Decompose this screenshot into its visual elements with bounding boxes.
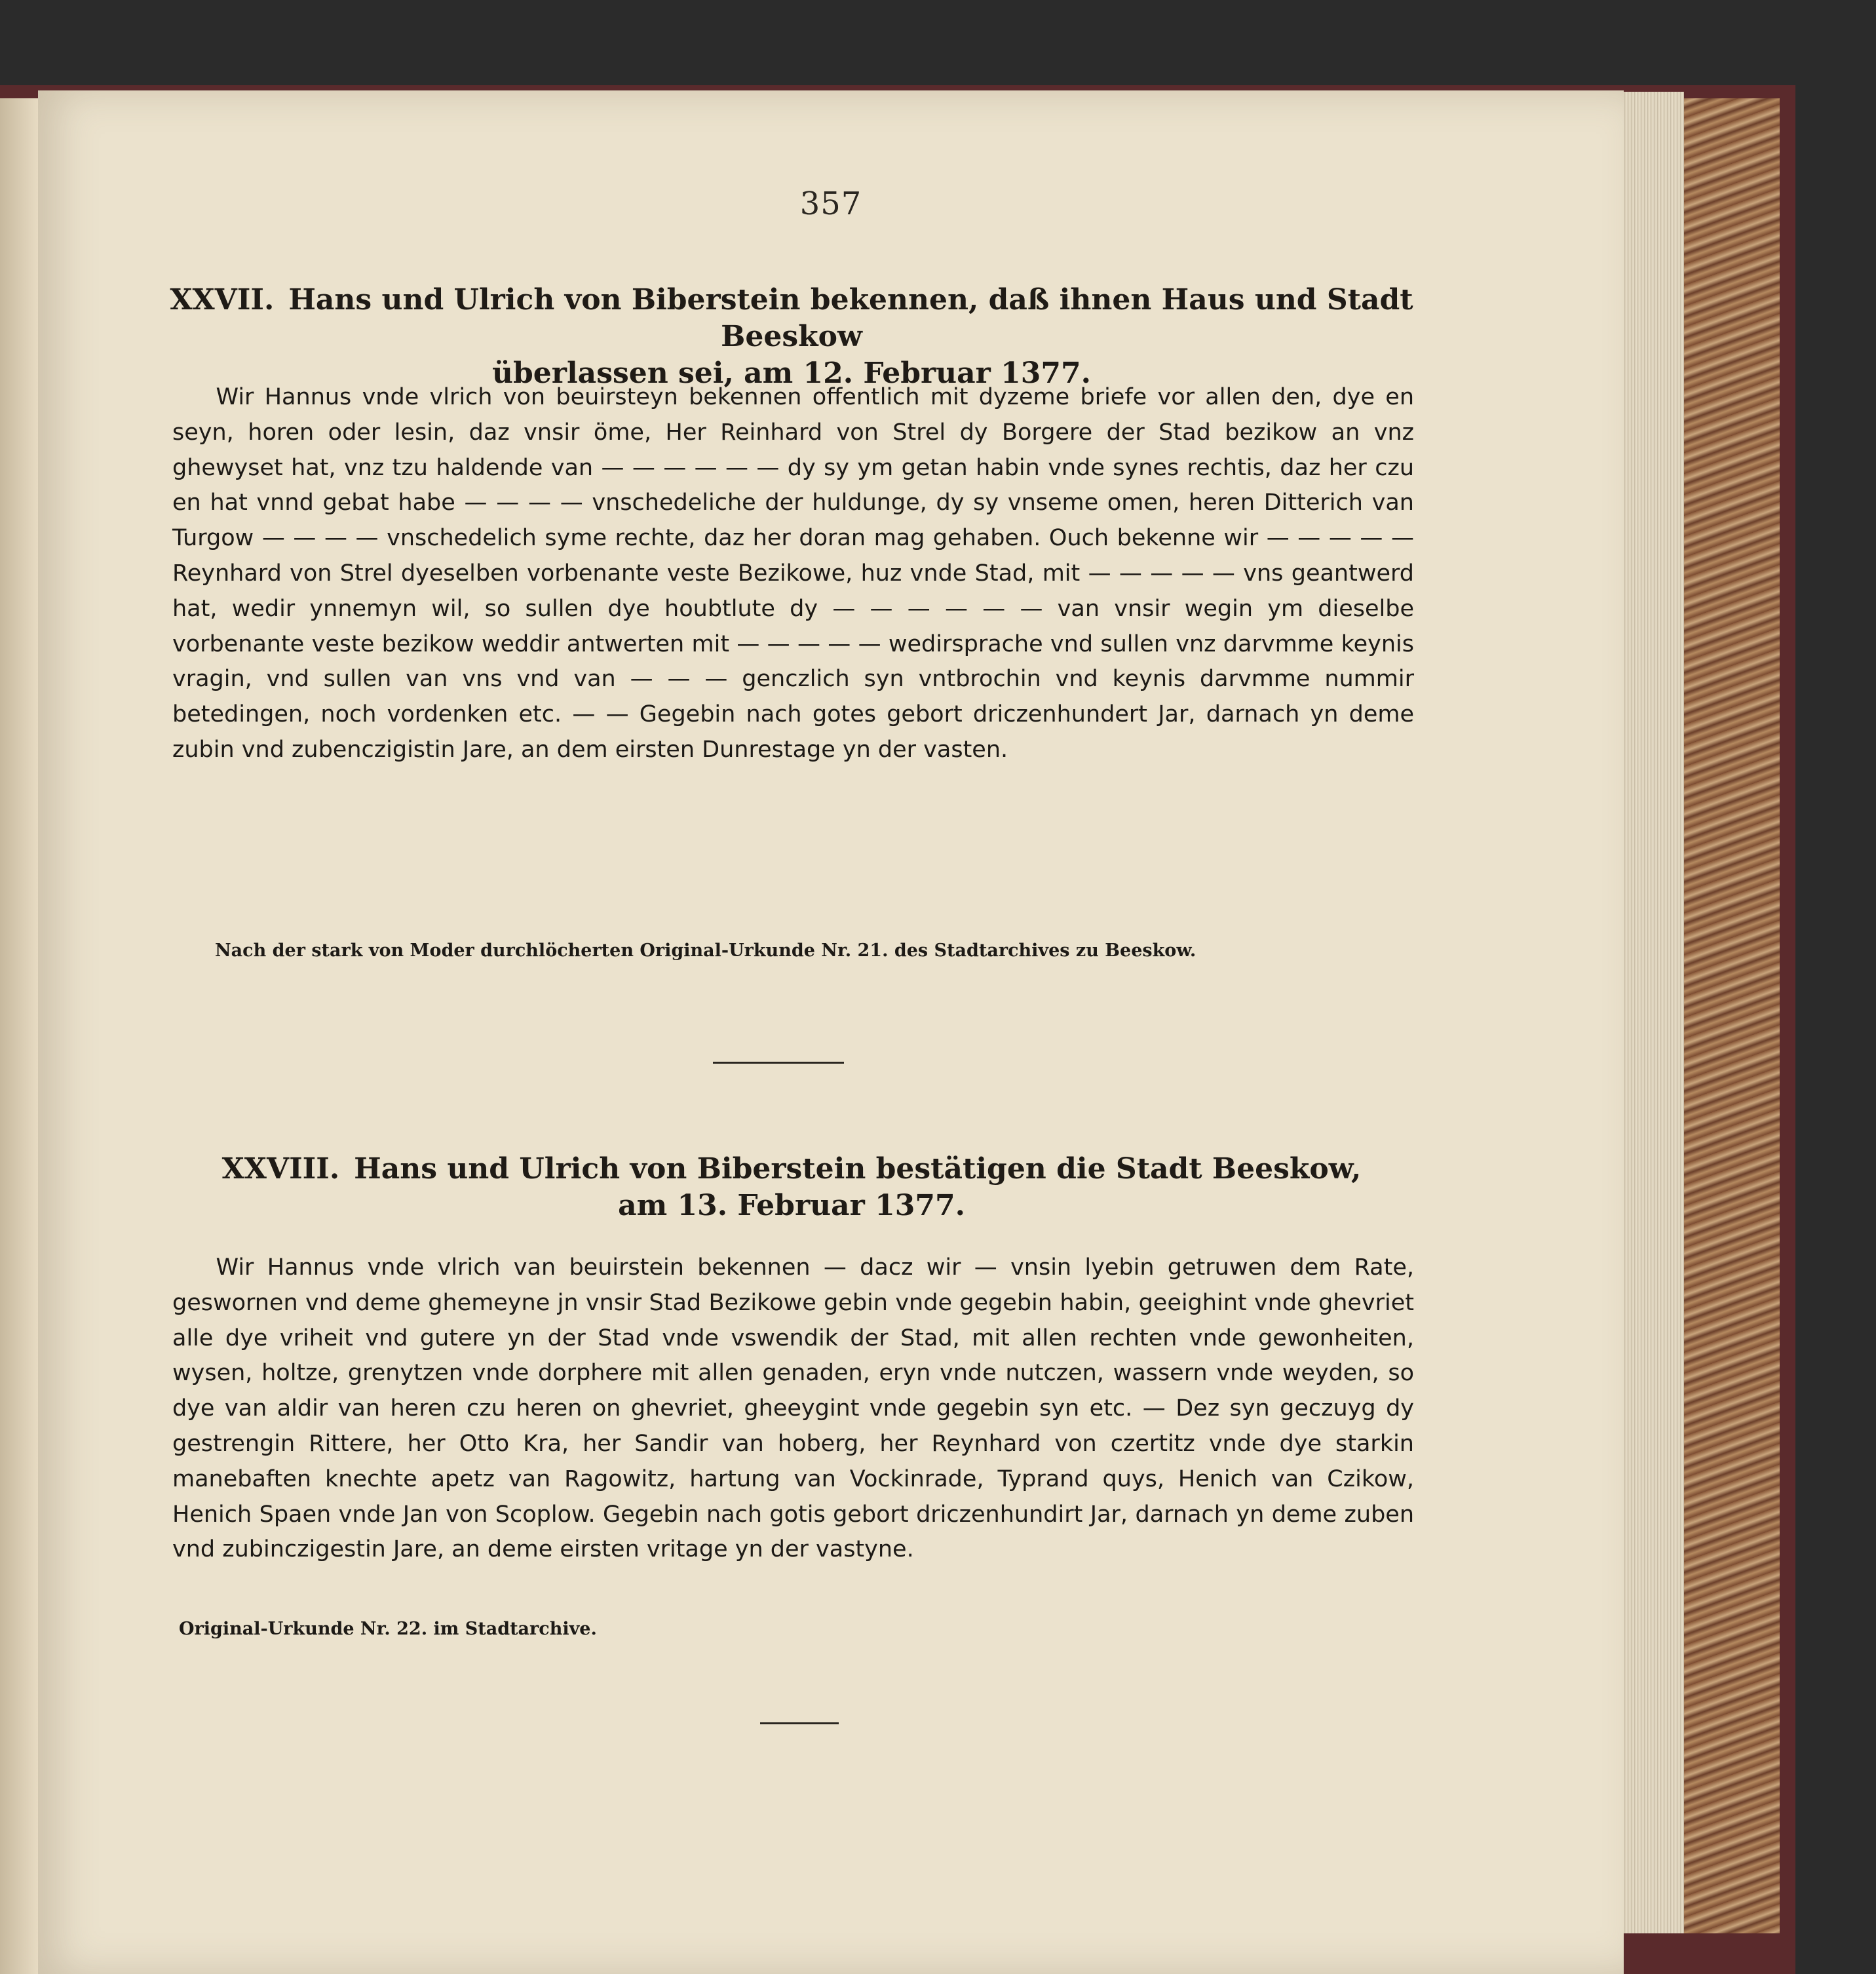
page-stack [1622, 92, 1684, 1933]
doc28-body [172, 1250, 1414, 1568]
doc27-source-note: Nach der stark von Moder durchlöcherten Original-Urkunde Nr. 21. des Stadtarchives zu Beeskow. [215, 940, 1196, 961]
book-page [38, 90, 1624, 1974]
section-divider [713, 1062, 844, 1064]
doc28-title-line1 [169, 1151, 1414, 1188]
doc27-heading [169, 282, 1414, 392]
doc28-source-note: Original-Urkunde Nr. 22. im Stadtarchive. [179, 1619, 597, 1639]
doc28-title-line2: am 13. Februar 1377. [618, 1189, 965, 1222]
doc27-title-text: Hans und Ulrich von Biberstein bekennen, daß ihnen Haus und Stadt Beeskow [288, 283, 1413, 353]
doc28-numeral: XXVIII. [221, 1152, 340, 1186]
marbled-edge [1677, 98, 1780, 1933]
doc27-title-line1 [169, 282, 1414, 355]
doc27-body [172, 380, 1414, 768]
doc27-text: Wir Hannus vnde vlrich von beuirsteyn bekennen offentlich mit dyzeme briefe vor allen den, dye en seyn, horen oder lesin, daz vnsir öme, Her Reinhard von Strel dy Borgere der Stad bezikow an vnz ghewyset hat, vnz tzu haldende van — — — — — — dy sy ym getan habin vnde synes rechtis, daz her czu en hat vnnd gebat habe — — — — vnschedeliche der huldunge, dy sy vnseme omen, heren Ditterich van Turgow — — — — vnschedelich syme rechte, daz her doran mag gehaben. Ouch bekenne wir — — — — — Reynhard von Strel dyeselben vorbenante veste Bezikowe, huz vnde Stad, mit — — — — — vns geantwerd hat, wedir ynnemyn wil, so sullen dye houbtlute dy — — — — — — van vnsir wegin ym dieselbe vorbenante veste bezikow weddir antwerten mit — — — — — wedirsprache vnd sullen vnz darvmme keynis vragin, vnd sullen van vns vnd van — — — genczlich syn vntbrochin vnd keynis darvmme nummir betedingen, noch vordenken etc. — — Gegebin nach gotes gebort driczenhundert Jar, darnach yn deme zubin vnd zubenczigistin Jare, an dem eirsten Dunrestage yn der vasten. [172, 384, 1414, 763]
doc28-heading [169, 1151, 1414, 1224]
page-number: 357 [799, 185, 862, 222]
left-page-edge [0, 98, 39, 1974]
end-rule [760, 1722, 839, 1724]
doc27-numeral: XXVII. [170, 283, 275, 317]
doc28-text: Wir Hannus vnde vlrich van beuirstein bekennen — dacz wir — vnsin lyebin getruwen dem Rate, geswornen vnd deme ghemeyne jn vnsir Stad Bezikowe gebin vnde gegebin habin, geeighint vnde ghevriet alle dye vriheit vnd gutere yn der Stad vnde vswendik der Stad, mit allen rechten vnde gewonheiten, wysen, holtze, grenytzen vnde dorphere mit allen genaden, eryn vnde nutczen, wassern vnde weyden, so dye van aldir van heren czu heren on ghevriet, gheeygint vnde gegebin syn etc. — Dez syn geczuyg dy gestrengin Rittere, her Otto Kra, her Sandir van hoberg, her Reynhard von czertitz vnde dye starkin manebaften knechte apetz van Ragowitz, hartung van Vockinrade, Typrand quys, Henich van Czikow, Henich Spaen vnde Jan von Scoplow. Gegebin nach gotis gebort driczenhundirt Jar, darnach yn deme zuben vnd zubinczigestin Jare, an deme eirsten vritage yn der vastyne. [172, 1254, 1414, 1563]
doc28-title-text: Hans und Ulrich von Biberstein bestätigen die Stadt Beeskow, [354, 1152, 1362, 1186]
doc27-title-line2: überlassen sei, am 12. Februar 1377. [492, 357, 1091, 390]
